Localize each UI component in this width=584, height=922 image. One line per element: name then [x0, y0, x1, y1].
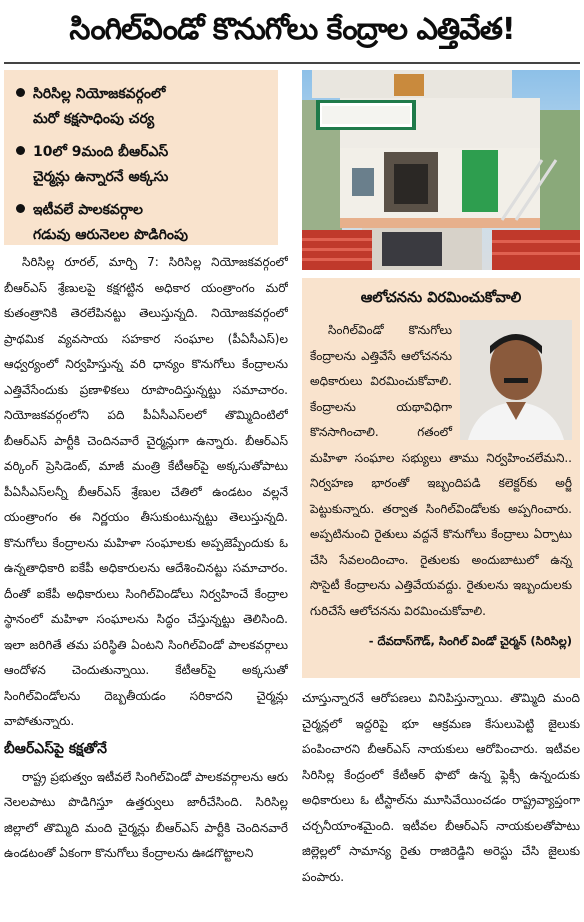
article-right-tail: చూస్తున్నారనే ఆరోపణలు వినిపిస్తున్నాయి. తొమ్మిది మంది చైర్మన్లలో ఇద్దరిపై భూ ఆక్రమణ కేసులుపెట్టి జైలుకు పంపించారని బీఆర్‌ఎస్‌ నాయకులు ఆరోపించారు. ఇటీవల సిరిసిల్ల కేంద్రంలో కేటీఆర్‌ ఫొటో ఉన్న ఫ్లెక్సీ ఉన్నందుకు అధికారులు ఓ టీస్టాల్‌ను మూసివేయించడం రాష్ట్రవ్యాప్తంగా చర్చనీయాంశమైంది. ఇటీవల బీఆర్‌ఎస్‌ నాయకులతోపాటు జిల్లెల్లలో సామాన్య రైతు రాజిరెడ్డిని అరెస్టు చేసి జైలుకు పంపారు. [302, 691, 580, 884]
quote-box [302, 278, 580, 678]
highlight-item [12, 140, 272, 190]
bullet-dot-icon [16, 88, 25, 97]
bullet-dot-icon [16, 204, 25, 213]
chairman-portrait [460, 320, 572, 440]
highlight-text: 10లో 9మంది బీఆర్‌ఎస్ చైర్మన్లు ఉన్నారనే అక్కసు [33, 144, 169, 185]
article-column-right [302, 686, 580, 918]
highlight-text: సిరిసిల్ల నియోజకవర్గంలో మరో కక్షసాధింపు చర్య [33, 86, 166, 127]
building-photo [302, 70, 580, 270]
quote-text: సింగిల్‌విండో కొనుగోలు కేంద్రాలను ఎత్తివేసే ఆలోచనను అధికారులు విరమించుకోవాలి. కేంద్రాలను యథావిధిగా కొనసాగించాలి. గతంలో మహిళా సంఘాల సభ్యులు తాము నిర్వహించలేమని.. నిర్వహణ భారంతో ఇబ్బందిపడి కలెక్టర్‌కు అర్జీ పెట్టుకున్నారు. తర్వాత సింగిల్‌విండోలకు అప్పగించారు. అప్పటినుంచి రైతులు వద్దనే కొనుగోలు కేంద్రాలు ఏర్పాటు చేసి సేవలందించాం. రైతులకు అందుబాటులో ఉన్న సొసైటీ కేంద్రాలను ఎత్తివేయవద్దు. రైతులను ఇబ్బందులకు గురిచేసే ఆలోచనను విరమించుకోవాలి. [310, 323, 572, 618]
quote-heading: ఆలోచనను విరమించుకోవాలి [360, 290, 522, 306]
headline-divider [4, 62, 580, 64]
highlight-item [12, 82, 272, 132]
article-lead: సిరిసిల్ల రూరల్‌, మార్చి 7: సిరిసిల్ల నియోజకవర్గంలో బీఆర్‌ఎస్‌ శ్రేణులపై కక్షగట్టిన అధికార యంత్రాంగం మరో కుతంత్రానికి తెరలేపినట్టు తెలుస్తున్నది. నియోజకవర్గంలో ప్రాథమిక వ్యవసాయ సహకార సంఘాల (పీఏసీఎస్‌)ల ఆధ్వర్యంలో నిర్వహిస్తున్న వరి ధాన్యం కొనుగోలు కేంద్రాలను ఎత్తివేసేందుకు ప్రణాళికలు రూపొందిస్తున్నట్టు సమాచారం. నియోజకవర్గంలోని పది పీఏసీఎస్‌లలో తొమ్మిదింటిలో బీఆర్‌ఎస్‌ పార్టీకి చెందినవారే చైర్మన్లుగా ఉన్నారు. బీఆర్‌ఎస్‌ వర్కింగ్‌ ప్రెసిడెంట్‌, మాజీ మంత్రి కేటీఆర్‌పై అక్కసుతోపాటు పీఏసీఎస్‌లన్నీ బీఆర్‌ఎస్‌ శ్రేణుల చేతిలో ఉండటం వల్లనే యంత్రాంగం ఈ నిర్ణయం తీసుకుంటున్నట్టు తెలుస్తున్నది. కొనుగోలు కేంద్రాలను మహిళా సంఘాలకు అప్పజెప్పేందుకు ఓ ఉన్నతాధికారి ఐకేపీ అధికారులను ఆదేశించినట్టు సమాచారం. దీంతో ఐకేపీ అధికారులు సింగిల్‌విండోలు నిర్వహించే కేంద్రాల స్థానంలో మహిళా సంఘాలను సిద్ధం చేస్తున్నట్టు తెలిసింది. ఇలా జరిగితే తమ పరిస్థితి ఏంటని సింగిల్‌విండో పాలకవర్గాలు ఆందోళన చెందుతున్నాయి. కేటీఆర్‌పై అక్కసుతో సింగిల్‌విండోలను దెబ్బతీయడం సరికాదని చైర్మన్లు వాపోతున్నారు. [4, 255, 288, 728]
highlight-item [12, 198, 272, 248]
portrait-illustration [460, 320, 572, 440]
article-column-left [4, 250, 288, 918]
headline: సింగిల్‌విండో కొనుగోలు కేంద్రాల ఎత్తివేత! [69, 12, 515, 47]
highlights-box [4, 70, 278, 245]
quote-body [310, 318, 572, 624]
bullet-dot-icon [16, 146, 25, 155]
quote-signature: - దేవదాస్‌గౌడ్‌, సింగిల్‌ విండో చైర్మన్‌ (సిరిసిల్ల) [368, 634, 572, 648]
article-continued: రాష్ట్ర ప్రభుత్వం ఇటీవలే సింగిల్‌విండో పాలకవర్గాలను ఆరు నెలలపాటు పొడిగిస్తూ ఉత్తర్వులు జారీచేసింది. సిరిసిల్ల జిల్లాలో తొమ్మిది మంది చైర్మన్లు బీఆర్‌ఎస్‌ పార్టీకి చెందినవారే ఉండటంతో ఏకంగా కొనుగోలు కేంద్రాలను ఊడగొట్టాలని [4, 769, 288, 860]
article-subheading: బీఆర్‌ఎస్‌పై కక్షతోనే [4, 740, 107, 757]
building-illustration [302, 70, 580, 270]
highlight-text: ఇటీవలే పాలకవర్గాల గడువు ఆరునెలల పొడిగింపు [33, 202, 188, 243]
